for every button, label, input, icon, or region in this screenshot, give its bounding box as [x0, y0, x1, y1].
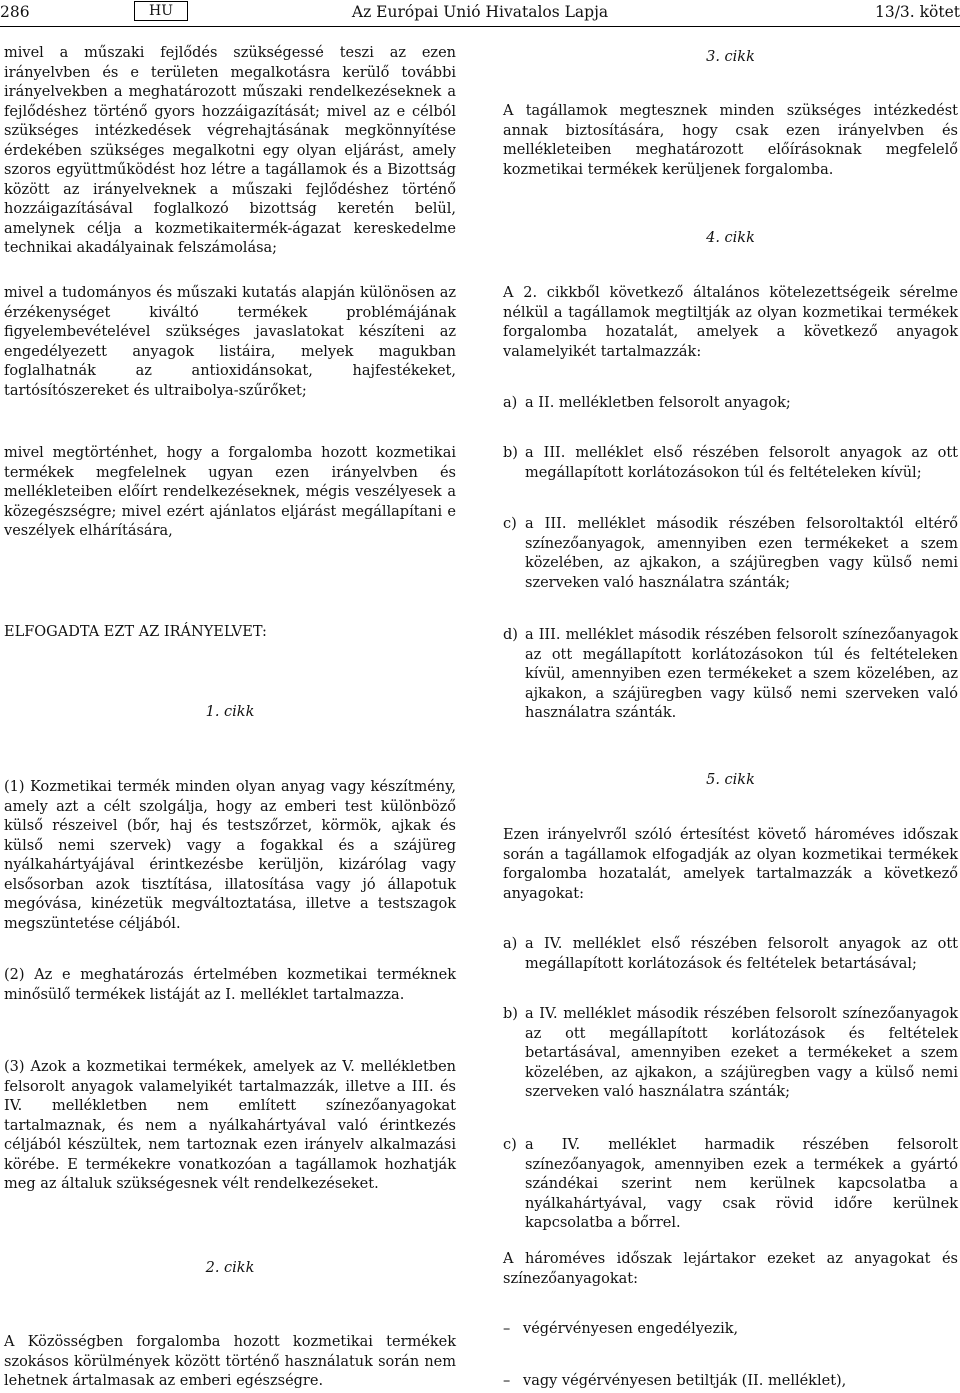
list-item: c) a III. melléklet második részében felsoroltaktól eltérő színezőanyagok, amennyiben ezen termékeket a szem közelében, az ajkakon, a szájüregben vagy külső nemi szerveken való használatra szánták; [503, 516, 958, 591]
article-1-paragraph-3: (3) Azok a kozmetikai termékek, amelyek az V. mellékletben felsorolt anyagok valamelyikét tartalmazzák, illetve a III. és IV. mellékletben nem említett színezőanyagokat tartalmaznak, és nem a nyálkahártyával való érintkezés céljából készültek, nem tartoznak ezen irányelv alkalmazási körébe. E termékekre vonatkozóan a tagállamok hozhatják meg az általuk szükségesnek vélt rendelkezéseket. [4, 1059, 456, 1192]
article-3-title: 3. cikk [706, 49, 755, 65]
page-number: 286 [0, 3, 30, 21]
journal-title: Az Európai Unió Hivatalos Lapja [351, 3, 609, 21]
recital-1: mivel a műszaki fejlődés szükségessé teszi az ezen irányelvben és e területen megalkotásra kerülő további irányelvekben a meghatározott műszaki rendelkezéseknek a fejlődéshez történő gyors hozzáigazítását; mivel az e célból szükséges intézkedések végrehajtásának megkönnyítése érdekében szükséges megalkotni egy olyan eljárást, amely szoros együttműködést hoz létre a tagállamok és a Bizottság között az irányelveknek a műszaki fejlődéshez történő hozzáigazításával foglalkozó bizottság keretén belül, amelynek célja a kozmetikaitermék-ágazat kereskedelme technikai akadályainak felszámolása; [4, 45, 456, 256]
article-5-intro: Ezen irányelvről szóló értesítést követő hároméves időszak során a tagállamok elfogadják az olyan kozmetikai termékek forgalomba hozatalát, amelyek tartalmazzák a következő anyagokat: [503, 827, 958, 902]
volume-label: 13/3. kötet [874, 3, 960, 21]
recital-3: mivel megtörténhet, hogy a forgalomba hozott kozmetikai termékek megfelelnek ugyan ezen irányelvben és mellékleteiben előírt rendelkezéseknek, mégis veszélyesek a közegészségre; mivel ezért ajánlatos eljárást megállapítani e veszélyek elhárítására, [4, 445, 456, 539]
article-1-paragraph-2: (2) Az e meghatározás értelmében kozmetikai terméknek minősülő termékek listáját az I. melléklet tartalmazza. [4, 967, 456, 1003]
list-item: a) a II. mellékletben felsorolt anyagok; [503, 395, 791, 411]
list-item: a) a IV. melléklet első részében felsorolt anyagok az ott megállapított korlátozások és feltételek betartásával; [503, 936, 958, 972]
article-1-title: 1. cikk [205, 704, 255, 720]
article-4-intro: A 2. cikkből következő általános kötelezettségeik sérelme nélkül a tagállamok megtiltják az olyan kozmetikai termékek forgalomba hozatalát, amelyek a következő anyagok valamelyikét tartalmazzák: [503, 285, 958, 360]
list-item: d) a III. melléklet második részében felsorolt színezőanyagok az ott megállapított korlátozásokon túl és feltételeken kívül, amennyiben ezen termékeket a szem közelében, az ajkakon, a szájüregben vagy külső nemi szerveken való használatra szánták. [503, 627, 958, 721]
article-4-title: 4. cikk [706, 230, 755, 246]
adoption-statement: ELFOGADTA EZT AZ IRÁNYELVET: [4, 624, 267, 640]
article-5-after: A hároméves időszak lejártakor ezeket az anyagokat és színezőanyagokat: [503, 1251, 958, 1287]
list-item: b) a IV. melléklet második részében felsorolt színezőanyagok az ott megállapított korlátozások és feltételek betartásával, amennyiben ezeket a termékeket a szem közelében, az ajkakon, a szájüregben vagy a külső nemi szerveken való használatra szánták; [503, 1006, 958, 1100]
recital-2: mivel a tudományos és műszaki kutatás alapján különösen az érzékenységet kiváltó termékek problémájának figyelembevételével szükséges javaslatokat készíteni az engedélyezett anyagok listáira, melyek magukban foglalhatnák az antioxidánsokat, hajfestékeket, tartósítószereket és ultraibolya-szűrőket; [4, 285, 456, 399]
list-item: – végérvényesen engedélyezik, [503, 1321, 739, 1337]
list-item: c) a IV. melléklet harmadik részében felsorolt színezőanyagok, amennyiben ezek a termékek a gyártó szándékai szerint nem kerülnek kapcsolatba a nyálkahártyával, vagy csak rövid időre kerülnek kapcsolatba a bőrrel. [503, 1137, 958, 1231]
list-item: – vagy végérvényesen betiltják (II. melléklet), [503, 1373, 847, 1389]
page-header [0, 0, 960, 27]
article-1-paragraph-1: (1) Kozmetikai termék minden olyan anyag vagy készítmény, amely azt a célt szolgálja, hogy az emberi test különböző külső részeivel (bőr, haj és testszőrzet, körmök, ajkak és külső nemi szervek) vagy a fogakkal és a szájüreg nyálkahártyájával érintkezésbe kerüljön, kizárólag vagy elsősorban azok tisztítása, illatosítása vagy jó állapotuk megóvása, kinézetük megváltoztatása, illetve a testszagok megszüntetése céljából. [4, 779, 456, 932]
article-5-title: 5. cikk [706, 772, 755, 788]
article-3-paragraph: A tagállamok megtesznek minden szükséges intézkedést annak biztosítására, hogy csak ezen irányelvben és mellékleteiben meghatározott előírásoknak megfelelő kozmetikai termékek kerüljenek forgalomba. [503, 103, 958, 178]
list-item: b) a III. melléklet első részében felsorolt anyagok az ott megállapított korlátozásokon túl és feltételeken kívül; [503, 445, 958, 481]
article-2-title: 2. cikk [205, 1260, 255, 1276]
article-2-paragraph: A Közösségben forgalomba hozott kozmetikai termékek szokásos körülmények között történő használatuk során nem lehetnek ártalmasak az emberi egészségre. [4, 1334, 456, 1389]
language-badge: HU [134, 1, 188, 21]
